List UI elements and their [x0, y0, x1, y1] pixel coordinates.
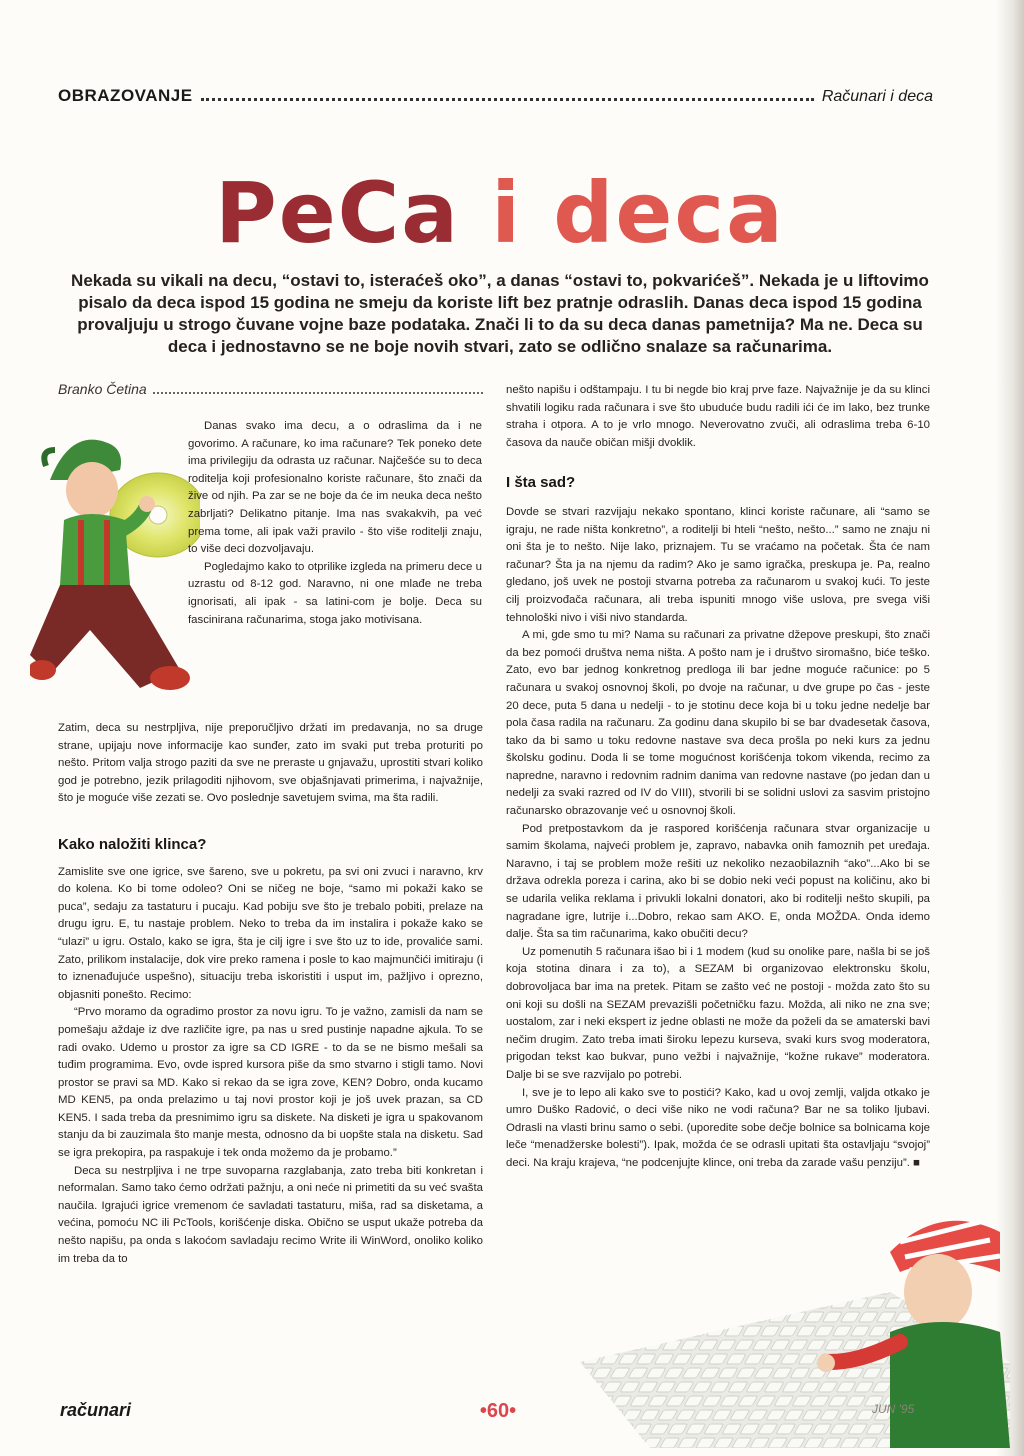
- magazine-name: računari: [60, 1400, 132, 1420]
- paragraph: “Prvo moramo da ogradimo prostor za novu igru. To je važno, zamisli da nam se pomešaju aždaje iz dve različite igre, pa nas u sred pustinje napadne ajkula. To se radi ovako. Udemo u prostor za igre sa CD IGRE - to da se ne bismo mešali sa tuđim programima. Evo, ovde ispred kursora piše da smo stvarno i stigli tamo. Novi prostor se pravi sa MD. Kako si rekao da se igra zove, KEN? Dobro, onda kucamo MD KEN5, pa onda prelazimo u taj novi prostor koji je još uvek prazan, sa CD KEN5. I sada treba da presnimimo igru sa diskete. Na disketi je igra u spakovanom stanju da bi zauzimala što manje mesta, odnosno da bi uopšte stala na disketu. Sad se igra prekopira, pa raspakuje i tek onda možemo da je probamo.”: [58, 1006, 483, 1160]
- boy-with-cd-illustration: [30, 420, 200, 705]
- paragraph: Zatim, deca su nestrpljiva, nije preporučljivo držati im predavanja, no sa druge strane, upijaju nove informacije kao sunđer, zato im svaki put treba proturiti po nešto. Pritom valja strogo paziti da sve ne preraste u gnjavažu, uprostiti stvari koliko god je potrebno, jezik prilagoditi njihovom, sve objašnjavati primerima, i najvažnije, što je moguće više zezati se. Ovo poslednje savetujem svima, ma šta radili.: [58, 722, 483, 805]
- section-topic: Računari i deca: [821, 88, 933, 105]
- article-title: [0, 158, 1000, 268]
- paragraph: Deca su nestrpljiva i ne trpe suvoparna razglabanja, zato treba biti konkretan i neformalan. Samo tako ćemo održati pažnju, a oni neće ni primetiti da su već svašta naučila. Igrajući igrice vremenom će savladati tastaturu, miša, rad sa disketama, a većina, pomoću NC ili PcTools, korišćenje diska. Obično se usput ukaže potreba da nešto napišu, pa onda s lakoćom savladaju recimo Write ili WinWord, onoliko koliko im treba da to: [58, 1164, 483, 1265]
- left-column-wrapped-text: [188, 418, 482, 629]
- section-header: [58, 86, 933, 112]
- paragraph: A mi, gde smo tu mi? Nama su računari za privatne džepove preskupi, što znači da bez pomoći društva nema ništa. A pošto nam je i društvo siromašno, biće teško. Zato, evo bar jednog konkretnog predloga ili bar jedne moguće računice: po 5 računara u svakoj osnovnoj školi, po dvoje na računar, u dve grupe po čas - jeste 20 dece, puta 5 dana u nedelji - to je stotinu dece koja bi u toku jedne nedelje bar pola časa radila na računaru. Za godinu dana skupilo bi se bar dvadesetak časova, tako da bi samo u toku redovne nastave svа deca prošla po neki kurs za jednu školsku godinu. Doda li se tome mogućnost korišćenja tokom vikenda, recimo za napredne, naravno i redovnim radnim danima van redovne nastave (po jedan dan u nedelji za svaki razred od IV do VIII), stvorili bi se solidni uslovi za sasvim pristojno računarsko obrazovanje već u osnovnoj školi.: [506, 629, 930, 818]
- issue-date: JUN '95: [872, 1402, 915, 1416]
- paragraph: Pod pretpostavkom da je raspored korišćenja računara stvar organizacije u samim školama, najveći problem je, zapravo, nabavka onih famoznih pet uređaja. Naravno, i taj se problem može rešiti uz nekoliko nezaobilaznih “ako”...Ako bi se država odrekla poreza i carina, ako bi se dobio neki veći popust na količinu, ako bi se udarila velika reklama i privukli lokalni donatori, ako bi roditelji nešto skupili, pa nagradane igre, lutrije i...Dobro, rekao sam AKO. E, onda MOŽDA. Onda idemo dalje. Šta sa tim računarima, kako obučiti decu?: [506, 822, 930, 941]
- right-column: [506, 382, 930, 1173]
- article-lead: Nekada su vikali na decu, “ostavi to, isteraćeš oko”, a danas “ostavi to, pokvarićeš”. Nekada je u liftovimo pisalo da deca ispod 15 godina ne smeju da koriste lift bez pratnje odraslih. Danas deca ispod 15 godina provaljuju u strogo čuvane vojne baze podataka. Znači li to da su deca danas pametnija? Ma ne. Deca su deca i jednostavno se ne boje novih stvari, zato se odlično snalaze sa računarima.: [71, 271, 929, 356]
- title-part-2: i deca: [491, 164, 785, 262]
- page-number: •60•: [479, 1400, 517, 1422]
- paragraph: Pogledajmo kako to otprilike izgleda na primeru dece u uzrastu od 8-12 god. Naravno, ni one mlađe ne treba ignorisati, ali ipak - sa latini-com je bolje. Deca su fascinirana računarima, stoga jako motivisana.: [188, 560, 482, 626]
- section-heading: Kako naložiti klinca?: [58, 835, 207, 853]
- paragraph: Danas svako ima decu, a o odraslima da i ne govorimo. A računare, ko ima računare? Tek poneko dete ima privilegiju da odrasta uz računar. Najčešće su to deca roditelja koji profesionalno koriste računare, što znači da žive od njih. Pa zar se ne boje da će im neuka deca nešto zabrljati? Delikatno pitanje. Ima nas svakakvih, pa već prema tome, ali ipak važi pravilo - što više roditelji znaju, to više deci dozvoljavaju.: [188, 420, 482, 556]
- author-name: Branko Četina: [58, 381, 147, 397]
- byline-leader-dots: [153, 392, 483, 394]
- header-leader-dots: [201, 98, 814, 101]
- paragraph: Uz pomenutih 5 računara išao bi i 1 modem (kud su onolike pare, našla bi se još koja stotina dinara i za to), a SEZAM bi organizovao elektronsku školu, dobrovoljaca bar ima na pretek. Pitam se zašto već ne postoji - možda zato što su oni koji su došli na SEZAM prevazišli početničku fazu. Možda, ali niko ne zna sve; uostalom, zar i neki ekspert iz jedne oblasti ne može da poželi da se amaterski bavi nečim drugim. Zato treba imati široku lepezu kurseva, svaki kurs svog moderatora, prigodan tekst kao bukvar, puno vežbi i najvažnije, “kožne rukave” moderatora. Dalje bi se sve razvijalo po potrebi.: [506, 945, 930, 1081]
- left-column: [58, 720, 483, 1268]
- byline: [58, 381, 483, 398]
- section-name: OBRAZOVANJE: [58, 86, 193, 105]
- girl-at-keyboard-illustration: [560, 1212, 1010, 1448]
- paragraph: Dovde se stvari razvijaju nekako spontano, klinci koriste računare, ali “samo se igraju, ne rade ništa konkretno”, a roditelji bi hteli “nešto, nešto...” samo ne znaju ni oni šta je to nešto. Nije lako, priznajem. Tu se vraćamo na početak. Šta će nam računar? Šta ja na njemu da radim? Ako je samo igračka, preskupa je. Pa, realno gledano, još uvek ne postoji stvarna potreba za računarom u svakoj kući. To jeste cilj proizvođača računara, ali treba ispuniti mnogo više uslova, pre svega viši tehnološki nivo i viši nivo standarda.: [506, 505, 930, 624]
- paragraph: I, sve je to lepo ali kako sve to postići? Kako, kad u ovoj zemlji, valjda otkako je umro Duško Radović, o deci više niko ne vodi računa? Bar ne sa toliko ljubavi. Odrasli na vlasti brinu samo o sebi. (uporedite sobe dečje bolnice sa bolnicama koje leče “menadžerske bolesti”). Ipak, možda će se odrasli upitati šta ostavljaju “svojoj” deci. Na kraju krajeva, “ne podcenjujte klince, oni treba da zarade vašu penziju”. ■: [506, 1086, 930, 1169]
- paragraph: nešto napišu i odštampaju. I tu bi negde bio kraj prve faze. Najvažnije je da su klinci shvatili logiku rada računara i sve što ubuduće budu radili ići će im lako, bez trunke straha i otpora. A to je vrlo mnogo. Neverovatno zvuči, ali odraslima treba 6-10 časova da nauče običan mišji dvoklik.: [506, 384, 930, 449]
- title-part-1: PeCa: [215, 164, 460, 262]
- section-heading: I šta sad?: [506, 474, 576, 492]
- paragraph: Zamislite sve one igrice, sve šareno, sve u pokretu, pa svi oni zvuci i naravno, krv do kolena. Ko bi tome odoleo? Oni se ničeg ne boje, “samo mi pokaži kako se puca”, sedaju za tastaturu i pucaju. Kad pobiju sve što je trebalo pobiti, prelaze na drugu igru. E, tu nastaje problem. Neko to treba da im instalira i pokaže kako se “ulazi” u igru. Ostalo, kako se igra, šta je cilj igre i sve što uz to ide, provaliće sami. Zato, prilikom instalacije, dok vire preko ramena i posle to kao majmunčići imitiraju (i to iznenađujuće uspešno), situaciju treba iskoristiti i usput im, pažljivo i oprezno, objasniti ponešto. Recimo:: [58, 865, 483, 1001]
